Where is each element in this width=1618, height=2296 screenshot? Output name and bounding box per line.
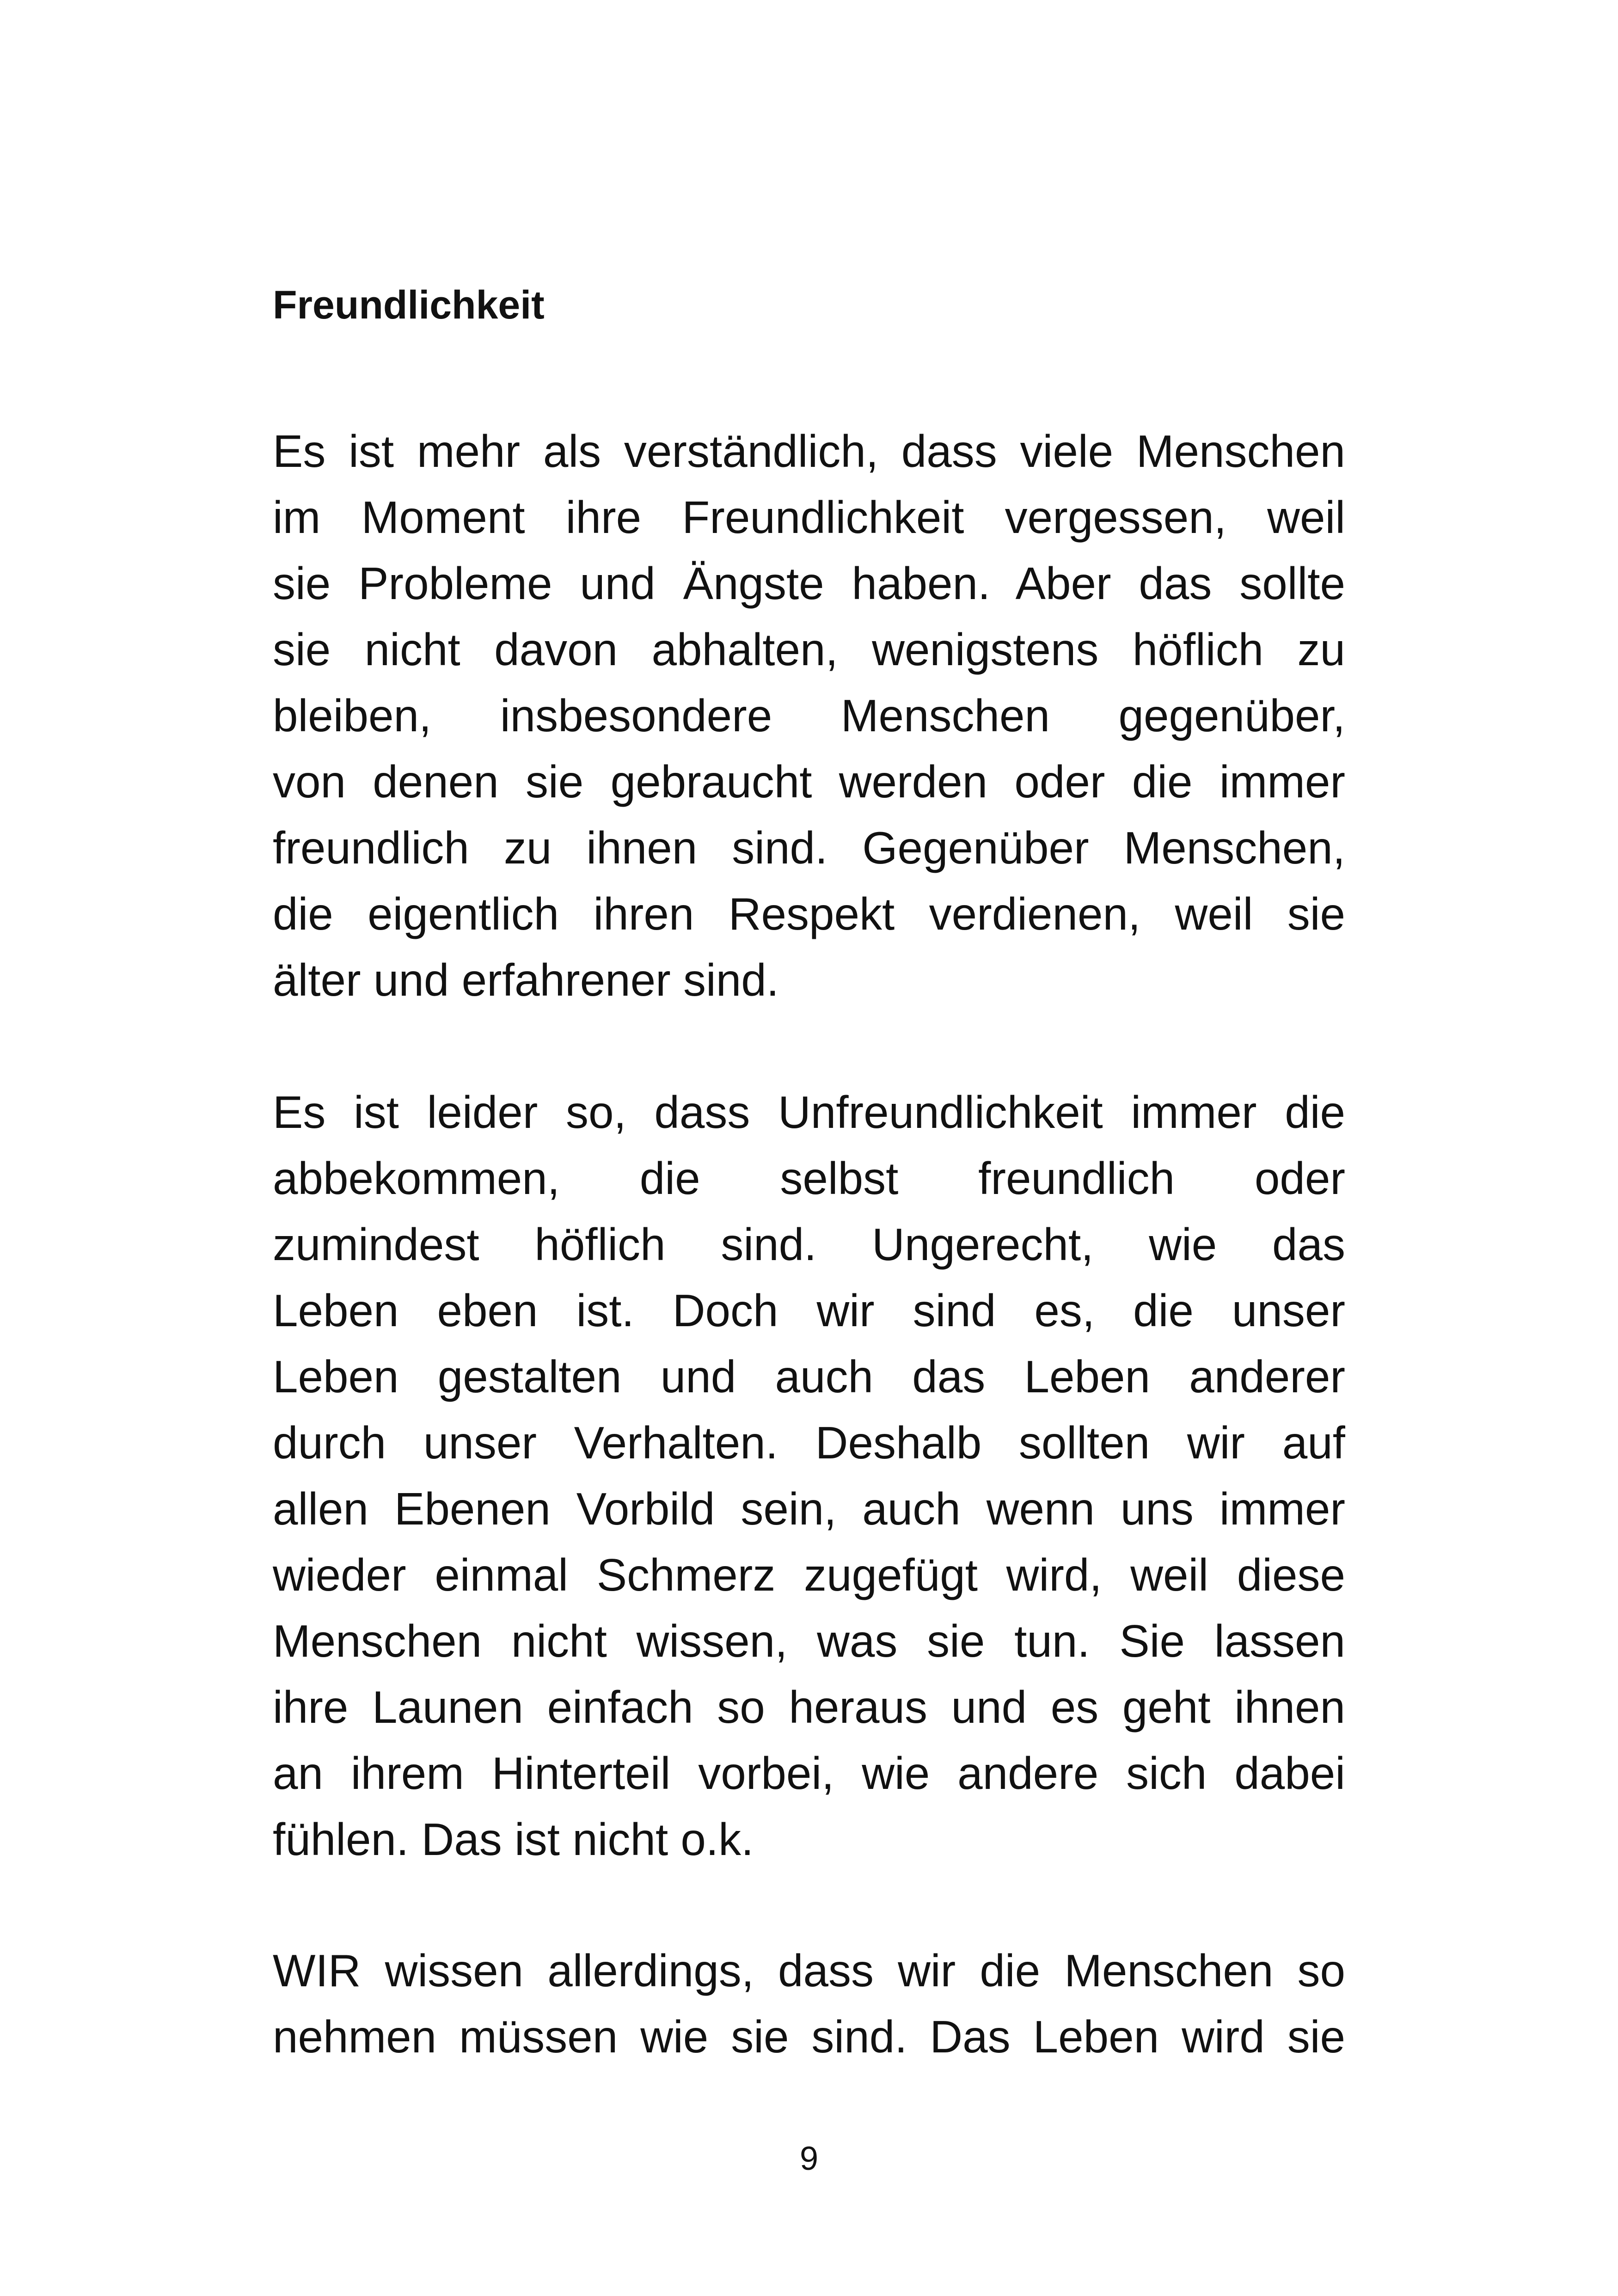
text-line: Es ist leider so, dass Unfreundlichkeit immer die [273, 1087, 1345, 1138]
text-line: Leben eben ist. Doch wir sind es, die unser [273, 1285, 1345, 1336]
text-line: sie nicht davon abhalten, wenigstens höflich zu [273, 624, 1345, 675]
paragraph-1 [273, 418, 1345, 1013]
text-line: WIR wissen allerdings, dass wir die Menschen so [273, 1945, 1345, 1996]
text-line: abbekommen, die selbst freundlich oder [273, 1153, 1345, 1204]
text-line: Menschen nicht wissen, was sie tun. Sie lassen [273, 1616, 1345, 1666]
text-line: allen Ebenen Vorbild sein, auch wenn uns immer [273, 1483, 1345, 1534]
paragraph-3 [273, 1938, 1345, 2070]
text-line: die eigentlich ihren Respekt verdienen, weil sie [273, 888, 1345, 939]
paragraph-2 [273, 1079, 1345, 1873]
text-line: ihre Launen einfach so heraus und es geht ihnen [273, 1682, 1345, 1733]
text-line: sie Probleme und Ängste haben. Aber das sollte [273, 558, 1345, 609]
text-line: nehmen müssen wie sie sind. Das Leben wird sie [273, 2011, 1345, 2062]
text-line: zumindest höflich sind. Ungerecht, wie das [273, 1219, 1345, 1270]
text-line: wieder einmal Schmerz zugefügt wird, weil diese [273, 1549, 1345, 1600]
page-number: 9 [799, 2140, 819, 2177]
text-line: im Moment ihre Freundlichkeit vergessen, weil [273, 492, 1345, 543]
text-line: Leben gestalten und auch das Leben anderer [273, 1351, 1345, 1402]
text-line: älter und erfahrener sind. [273, 955, 779, 1005]
section-heading: Freundlichkeit [273, 283, 545, 327]
text-line: von denen sie gebraucht werden oder die immer [273, 756, 1345, 807]
text-line: an ihrem Hinterteil vorbei, wie andere sich dabei [273, 1748, 1345, 1799]
text-line: freundlich zu ihnen sind. Gegenüber Menschen, [273, 822, 1345, 873]
text-line: durch unser Verhalten. Deshalb sollten wir auf [273, 1417, 1345, 1468]
text-line: fühlen. Das ist nicht o.k. [273, 1814, 754, 1865]
text-line: Es ist mehr als verständlich, dass viele Menschen [273, 426, 1345, 477]
text-line: bleiben, insbesondere Menschen gegenüber, [273, 690, 1345, 741]
